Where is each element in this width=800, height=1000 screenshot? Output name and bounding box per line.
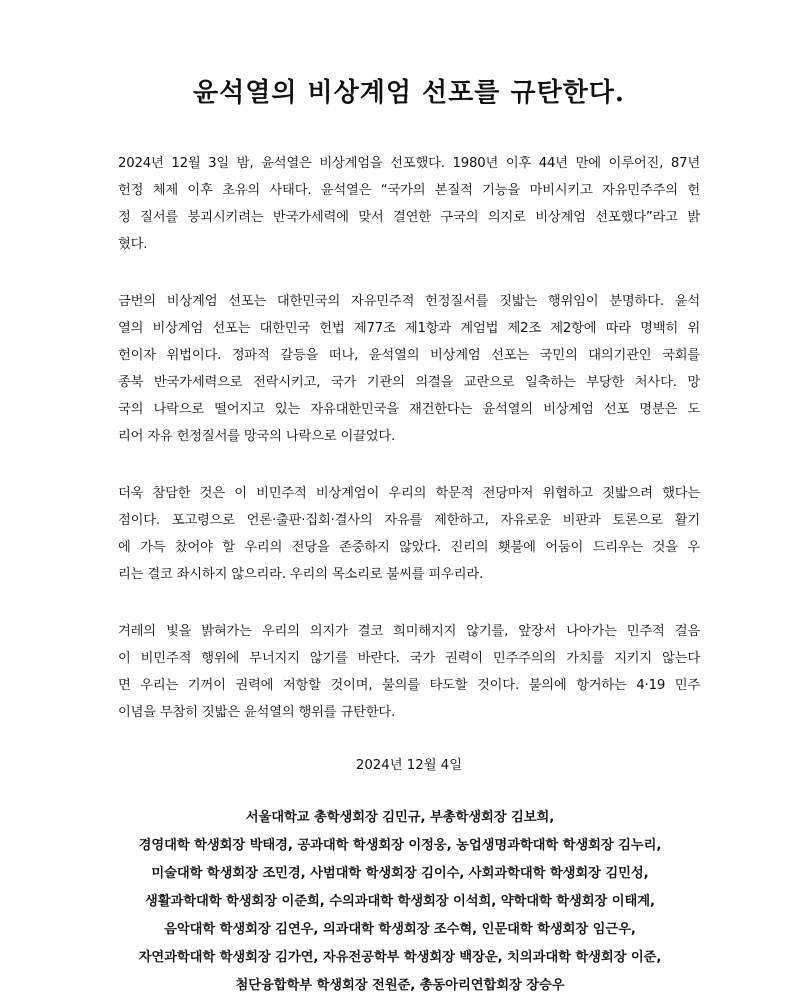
statement-date: 2024년 12월 4일 (355, 758, 463, 773)
signatory-line: 음악대학 학생회장 김연우, 의과대학 학생회장 조수혁, 인문대학 학생회장 임근우, (164, 922, 636, 937)
paragraph-3 (118, 480, 700, 588)
paragraph-line: 이 비민주적 행위에 무너지지 않기를 바란다. 국가 권력이 민주주의의 가치를 지키지 않는다 (118, 651, 700, 666)
signatory-line: 서울대학교 총학생회장 김민규, 부총학생회장 김보희, (245, 810, 555, 825)
signatory-line: 자연과학대학 학생회장 김가연, 자유전공학부 학생회장 백장운, 치의과대학 학생회장 이준, (138, 950, 662, 965)
paragraph-line: 점이다. 포고령으로 언론·출판·집회·결사의 자유를 제한하고, 자유로운 비판과 토론으로 활기 (118, 513, 700, 528)
paragraph-line: 열의 비상계엄 선포는 대한민국 헌법 제77조 제1항과 계엄법 제2조 제2항에 따라 명백히 위 (118, 321, 700, 336)
signatories (100, 804, 700, 1000)
document-title: 윤석열의 비상계엄 선포를 규탄한다. (193, 78, 625, 108)
paragraph-line: 금번의 비상계엄 선포는 대한민국의 자유민주적 헌정질서를 짓밟는 행위임이 분명하다. 윤석 (118, 294, 700, 309)
signatory-line: 미술대학 학생회장 조민경, 사범대학 학생회장 김이수, 사회과학대학 학생회장 김민성, (151, 866, 649, 881)
paragraph-line: 겨레의 빛을 밝혀가는 우리의 의지가 결코 희미해지지 않기를, 앞장서 나아가는 민주적 걸음 (118, 624, 700, 639)
paragraph-line: 리어 자유 헌정질서를 망국의 나락으로 이끌었다. (118, 429, 396, 444)
paragraph-line: 헌정 체제 이후 초유의 사태다. 윤석열은 “국가의 본질적 기능을 마비시키고 자유민주주의 헌 (118, 183, 700, 198)
paragraph-2 (118, 288, 700, 450)
paragraph-line: 이념을 무참히 짓밟은 윤석열의 행위를 규탄한다. (118, 705, 396, 720)
paragraph-line: 정 질서를 붕괴시키려는 반국가세력에 맞서 결연한 구국의 의지로 비상계엄 선포했다”라고 밝 (118, 210, 700, 225)
signatory-line: 경영대학 학생회장 박태경, 공과대학 학생회장 이정웅, 농업생명과학대학 학생회장 김누리, (138, 838, 662, 853)
statement-body (118, 150, 700, 726)
paragraph-4 (118, 618, 700, 726)
paragraph-line: 에 가득 찼어야 할 우리의 전당을 존중하지 않았다. 진리의 횃불에 어둠이 드리우는 것을 우 (118, 540, 700, 555)
paragraph-line: 더욱 참담한 것은 이 비민주적 비상계엄이 우리의 학문적 전당마저 위협하고 짓밟으려 했다는 (118, 486, 700, 501)
paragraph-line: 헌이자 위법이다. 정파적 갈등을 떠나, 윤석열의 비상계엄 선포는 국민의 대의기관인 국회를 (118, 348, 700, 363)
paragraph-1 (118, 150, 700, 258)
paragraph-line: 면 우리는 기꺼이 권력에 저항할 것이며, 불의를 타도할 것이다. 불의에 항거하는 4·19 민주 (118, 678, 700, 693)
signatory-line: 생활과학대학 학생회장 이준희, 수의과대학 학생회장 이석희, 약학대학 학생회장 이태계, (145, 894, 655, 909)
paragraph-line: 리는 결코 좌시하지 않으리라. 우리의 목소리로 불씨를 피우리라. (118, 567, 484, 582)
paragraph-line: 국의 나락으로 떨어지고 있는 자유대한민국을 재건한다는 윤석열의 비상계엄 선포 명분은 도 (118, 402, 700, 417)
paragraph-line: 2024년 12월 3일 밤, 윤석열은 비상계엄을 선포했다. 1980년 이후 44년 만에 이루어진, 87년 (118, 156, 700, 171)
signatory-line: 첨단융합학부 학생회장 전원준, 총동아리연합회장 장승우 (235, 978, 565, 993)
paragraph-line: 종북 반국가세력으로 전락시키고, 국가 기관의 의결을 교란으로 일축하는 부당한 처사다. 망 (118, 375, 700, 390)
paragraph-line: 혔다. (118, 237, 148, 252)
